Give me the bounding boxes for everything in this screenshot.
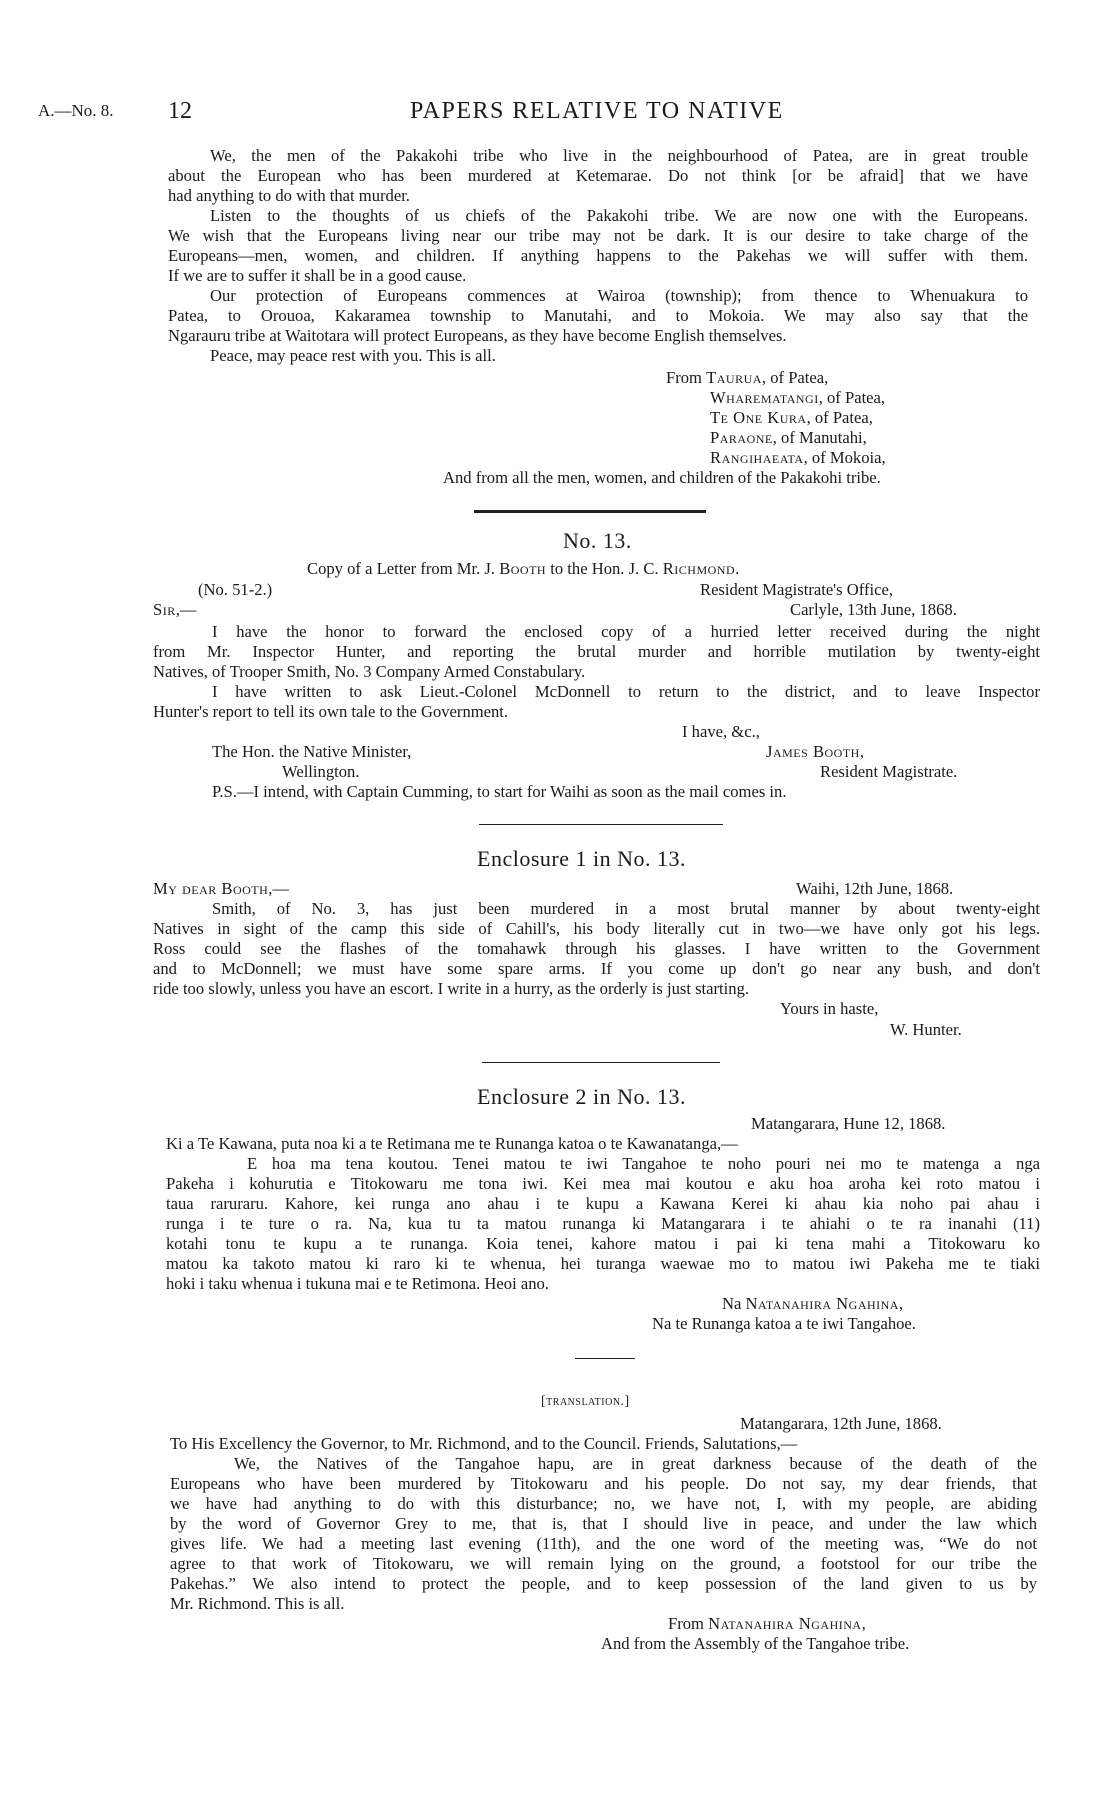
letter-line: taua raruraru. Kahore, kei runga ano ahau i te kupu a Kawana Kerei ki ahau kia noho pai ahau i [166, 1194, 1040, 1213]
letter-line: Smith, of No. 3, has just been murdered in a most brutal manner by about twenty-eight [212, 899, 1040, 918]
section-heading: Enclosure 1 in No. 13. [477, 846, 686, 871]
letter-line: E hoa ma tena koutou. Tenei matou te iwi Tangahoe te noho pouri nei mo te matenga a nga [247, 1154, 1040, 1173]
letter-line: kotahi tonu te kupu a te runanga. Koia tenei, kahore matou i pai ki tena mahi a Titokowaru ko [166, 1234, 1040, 1253]
place-date: Matangarara, 12th June, 1868. [740, 1414, 942, 1433]
page-number: 12 [168, 98, 192, 124]
running-title: PAPERS RELATIVE TO NATIVE [410, 98, 784, 124]
address-line: Ki a Te Kawana, puta noa ki a te Retimana me te Runanga katoa o te Kawanatanga,— [166, 1134, 738, 1153]
signer-name: W. Hunter. [890, 1020, 962, 1039]
document-reference: A.—No. 8. [38, 101, 114, 120]
place-date: Matangarara, Hune 12, 1868. [751, 1114, 946, 1133]
place-date: Carlyle, 13th June, 1868. [790, 600, 957, 619]
letter-line: Ross could see the flashes of the tomahawk through his glasses. I have written to the Government [153, 939, 1040, 958]
section-divider [575, 1358, 635, 1359]
letter-line: ride too slowly, unless you have an escort. I write in a hurry, as the orderly is just starting. [153, 979, 750, 998]
letter-line: We, the men of the Pakakohi tribe who live in the neighbourhood of Patea, are in great trouble [210, 146, 1028, 165]
signer-affiliation: And from the Assembly of the Tangahoe tribe. [601, 1634, 910, 1653]
letter-line: If we are to suffer it shall be in a good cause. [168, 266, 467, 285]
letter-line: We wish that the Europeans living near our tribe may not be dark. It is our desire to take charge of the [168, 226, 1028, 245]
closing-line: Yours in haste, [780, 999, 879, 1018]
letter-line: Pakeha i kohurutia e Titokowaru me tona iwi. Kei mea mai koutou e aku hoa aroha kei roto matou i [166, 1174, 1040, 1193]
signatory: From Taurua, of Patea, [666, 368, 829, 387]
section-heading: No. 13. [563, 528, 632, 553]
letter-line: Natives in sight of the camp this side of Cahill's, his body literally cut in two—we have only got his legs. [153, 919, 1040, 938]
letter-line: Europeans who have been murdered by Titokowaru and his people. Do not say, my dear friends, that [170, 1474, 1037, 1493]
letter-line: runga i te ture o ra. Na, kua tu ta matou runanga ki Matangarara i te ahiahi o te ra inanahi (11) [166, 1214, 1040, 1233]
letter-line: and to McDonnell; we must have some spare arms. If you come up don't go near any bush, and don't [153, 959, 1040, 978]
signer-affiliation: Na te Runanga katoa a te iwi Tangahoe. [652, 1314, 916, 1333]
signer-name: From Natanahira Ngahina, [668, 1614, 866, 1633]
letter-reference: (No. 51-2.) [198, 580, 273, 599]
section-divider [474, 510, 706, 513]
letter-line: Ngarauru tribe at Waitotara will protect Europeans, as they have become English themselves. [168, 326, 787, 345]
section-subtitle: Copy of a Letter from Mr. J. Booth to the Hon. J. C. Richmond. [307, 559, 740, 578]
letter-line: hoki i taku whenua i tukuna mai e te Retimona. Heoi ano. [166, 1274, 549, 1293]
letter-line: from Mr. Inspector Hunter, and reporting the brutal murder and horrible mutilation by twenty-eight [153, 642, 1040, 661]
section-heading: Enclosure 2 in No. 13. [477, 1084, 686, 1109]
letter-line: Peace, may peace rest with you. This is all. [210, 346, 496, 365]
letter-line: Mr. Richmond. This is all. [170, 1594, 345, 1613]
letter-line: Europeans—men, women, and children. If anything happens to the Pakehas we will suffer with them. [168, 246, 1028, 265]
closing-line: And from all the men, women, and children of the Pakakohi tribe. [443, 468, 881, 487]
letter-line: We, the Natives of the Tangahoe hapu, are in great darkness because of the death of the [234, 1454, 1037, 1473]
signer-title: Resident Magistrate. [820, 762, 958, 781]
salutation: Sir,— [153, 600, 197, 619]
postscript: P.S.—I intend, with Captain Cumming, to start for Waihi as soon as the mail comes in. [212, 782, 787, 801]
letter-line: Patea, to Orouoa, Kakaramea township to Manutahi, and to Mokoia. We may also say that the [168, 306, 1028, 325]
letter-line: Our protection of Europeans commences at Wairoa (township); from thence to Whenuakura to [210, 286, 1028, 305]
signatory: Wharematangi, of Patea, [710, 388, 886, 407]
signatory: Rangihaeata, of Mokoia, [710, 448, 886, 467]
letter-line: about the European who has been murdered at Ketemarae. Do not think [or be afraid] that we have [168, 166, 1028, 185]
signatory: Paraone, of Manutahi, [710, 428, 867, 447]
letter-line: Listen to the thoughts of us chiefs of the Pakakohi tribe. We are now one with the Europeans. [210, 206, 1028, 225]
salutation: My dear Booth,— [153, 879, 290, 898]
letter-line: Natives, of Trooper Smith, No. 3 Company Armed Constabulary. [153, 662, 586, 681]
letter-line: I have written to ask Lieut.-Colonel McDonnell to return to the district, and to leave Inspector [212, 682, 1040, 701]
addressee: The Hon. the Native Minister, [212, 742, 412, 761]
office-line: Resident Magistrate's Office, [700, 580, 893, 599]
translation-label: [translation.] [541, 1394, 630, 1409]
closing-line: I have, &c., [682, 722, 760, 741]
letter-line: Hunter's report to tell its own tale to the Government. [153, 702, 509, 721]
letter-line: gives life. We had a meeting last evening (11th), and the one word of the meeting was, “We do not [170, 1534, 1037, 1553]
letter-line: by the word of Governor Grey to me, that is, that I should live in peace, and under the law which [170, 1514, 1037, 1533]
letter-line: agree to that work of Titokowaru, we will remain lying on the ground, a footstool for our tribe the [170, 1554, 1037, 1573]
section-divider [479, 824, 723, 825]
letter-line: had anything to do with that murder. [168, 186, 410, 205]
letter-line: I have the honor to forward the enclosed copy of a hurried letter received during the night [212, 622, 1040, 641]
signer-name: James Booth, [766, 742, 864, 761]
letter-line: we have had anything to do with this disturbance; no, we have not, I, with my people, are abiding [170, 1494, 1037, 1513]
letter-line: Pakehas.” We also intend to protect the people, and to keep possession of the land given to us by [170, 1574, 1037, 1593]
signatory: Te One Kura, of Patea, [710, 408, 873, 427]
letter-line: matou ka takoto matou ki raro ki te whenua, hei turanga waewae mo to matou iwi Pakeha me te tiaki [166, 1254, 1040, 1273]
signer-name: Na Natanahira Ngahina, [722, 1294, 904, 1313]
place-date: Waihi, 12th June, 1868. [796, 879, 954, 898]
section-divider [482, 1062, 720, 1063]
address-line: To His Excellency the Governor, to Mr. Richmond, and to the Council. Friends, Salutations,— [170, 1434, 798, 1453]
addressee-place: Wellington. [282, 762, 360, 781]
